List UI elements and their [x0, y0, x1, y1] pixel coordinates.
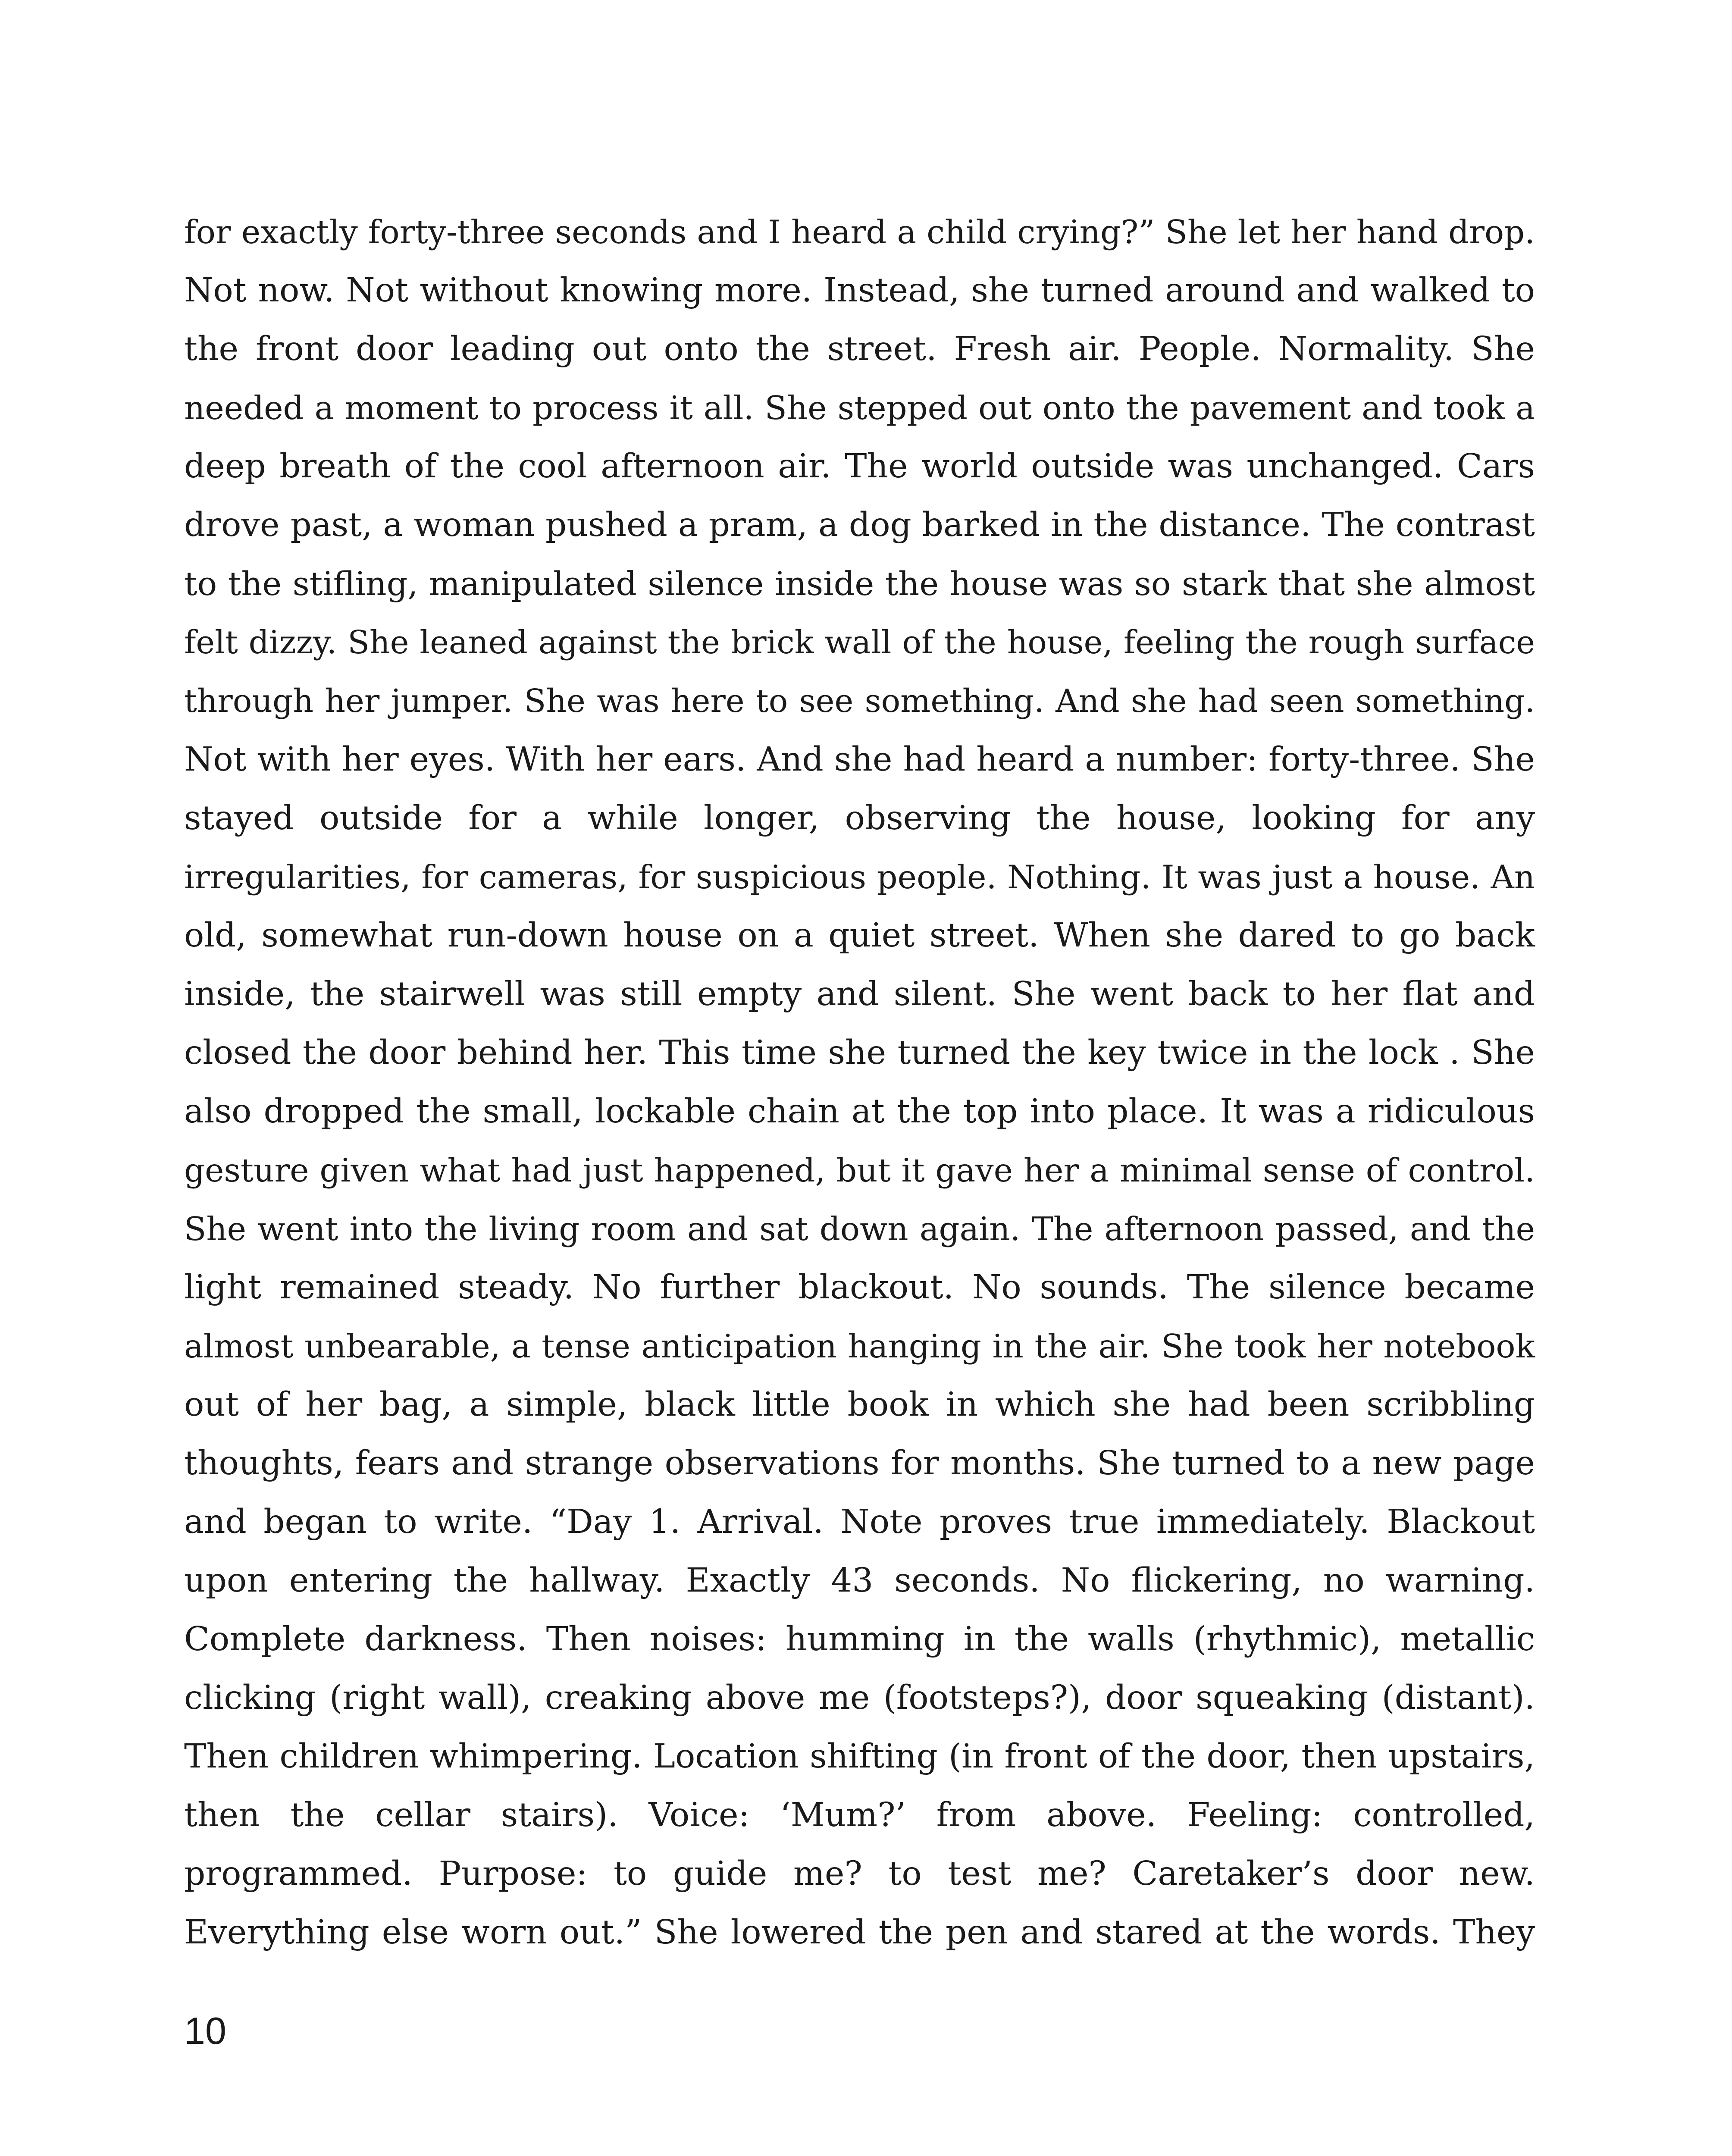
- text-line: programmed. Purpose: to guide me? to test me? Caretaker’s door new.: [184, 1855, 1535, 1893]
- text-line: for exactly forty-three seconds and I heard a child crying?” She let her hand drop.: [184, 213, 1535, 251]
- text-line: through her jumper. She was here to see something. And she had seen something.: [184, 683, 1535, 720]
- text-line: clicking (right wall), creaking above me (footsteps?), door squeaking (distant).: [184, 1679, 1535, 1717]
- text-line: the front door leading out onto the street. Fresh air. People. Normality. She: [184, 330, 1535, 368]
- text-line: closed the door behind her. This time she turned the key twice in the lock . She: [184, 1034, 1535, 1072]
- text-line: also dropped the small, lockable chain at the top into place. It was a ridiculous: [184, 1092, 1535, 1131]
- text-line: then the cellar stairs). Voice: ‘Mum?’ from above. Feeling: controlled,: [184, 1796, 1535, 1834]
- text-line: light remained steady. No further blackout. No sounds. The silence became: [184, 1268, 1535, 1307]
- text-line: and began to write. “Day 1. Arrival. Note proves true immediately. Blackout: [184, 1503, 1535, 1541]
- text-line: inside, the stairwell was still empty and silent. She went back to her flat and: [184, 975, 1535, 1013]
- text-line: Not now. Not without knowing more. Instead, she turned around and walked to: [184, 271, 1535, 310]
- page-number: 10: [184, 2009, 226, 2052]
- text-line: Then children whimpering. Location shifting (in front of the door, then upstairs,: [184, 1737, 1535, 1776]
- text-line: Not with her eyes. With her ears. And she had heard a number: forty-three. She: [184, 740, 1535, 779]
- text-line: almost unbearable, a tense anticipation hanging in the air. She took her notebook: [184, 1327, 1535, 1365]
- text-line: needed a moment to process it all. She stepped out onto the pavement and took a: [184, 389, 1535, 427]
- text-line: out of her bag, a simple, black little book in which she had been scribbling: [184, 1385, 1535, 1424]
- text-line: She went into the living room and sat down again. The afternoon passed, and the: [184, 1210, 1535, 1248]
- text-line: Complete darkness. Then noises: humming in the walls (rhythmic), metallic: [184, 1620, 1535, 1658]
- text-line: to the stifling, manipulated silence inside the house was so stark that she almost: [184, 564, 1535, 603]
- text-line: stayed outside for a while longer, observing the house, looking for any: [184, 799, 1535, 837]
- text-line: gesture given what had just happened, but it gave her a minimal sense of control.: [184, 1151, 1535, 1189]
- body-text: [184, 203, 1535, 1962]
- text-line: felt dizzy. She leaned against the brick wall of the house, feeling the rough surface: [184, 624, 1535, 661]
- text-line: thoughts, fears and strange observations for months. She turned to a new page: [184, 1444, 1535, 1482]
- text-line: Everything else worn out.” She lowered the pen and stared at the words. They: [184, 1913, 1535, 1952]
- text-line: irregularities, for cameras, for suspicious people. Nothing. It was just a house. An: [184, 858, 1535, 896]
- text-line: deep breath of the cool afternoon air. The world outside was unchanged. Cars: [184, 447, 1535, 486]
- text-line: upon entering the hallway. Exactly 43 seconds. No flickering, no warning.: [184, 1561, 1535, 1600]
- text-line: drove past, a woman pushed a pram, a dog barked in the distance. The contrast: [184, 506, 1535, 544]
- text-line: old, somewhat run-down house on a quiet street. When she dared to go back: [184, 916, 1535, 955]
